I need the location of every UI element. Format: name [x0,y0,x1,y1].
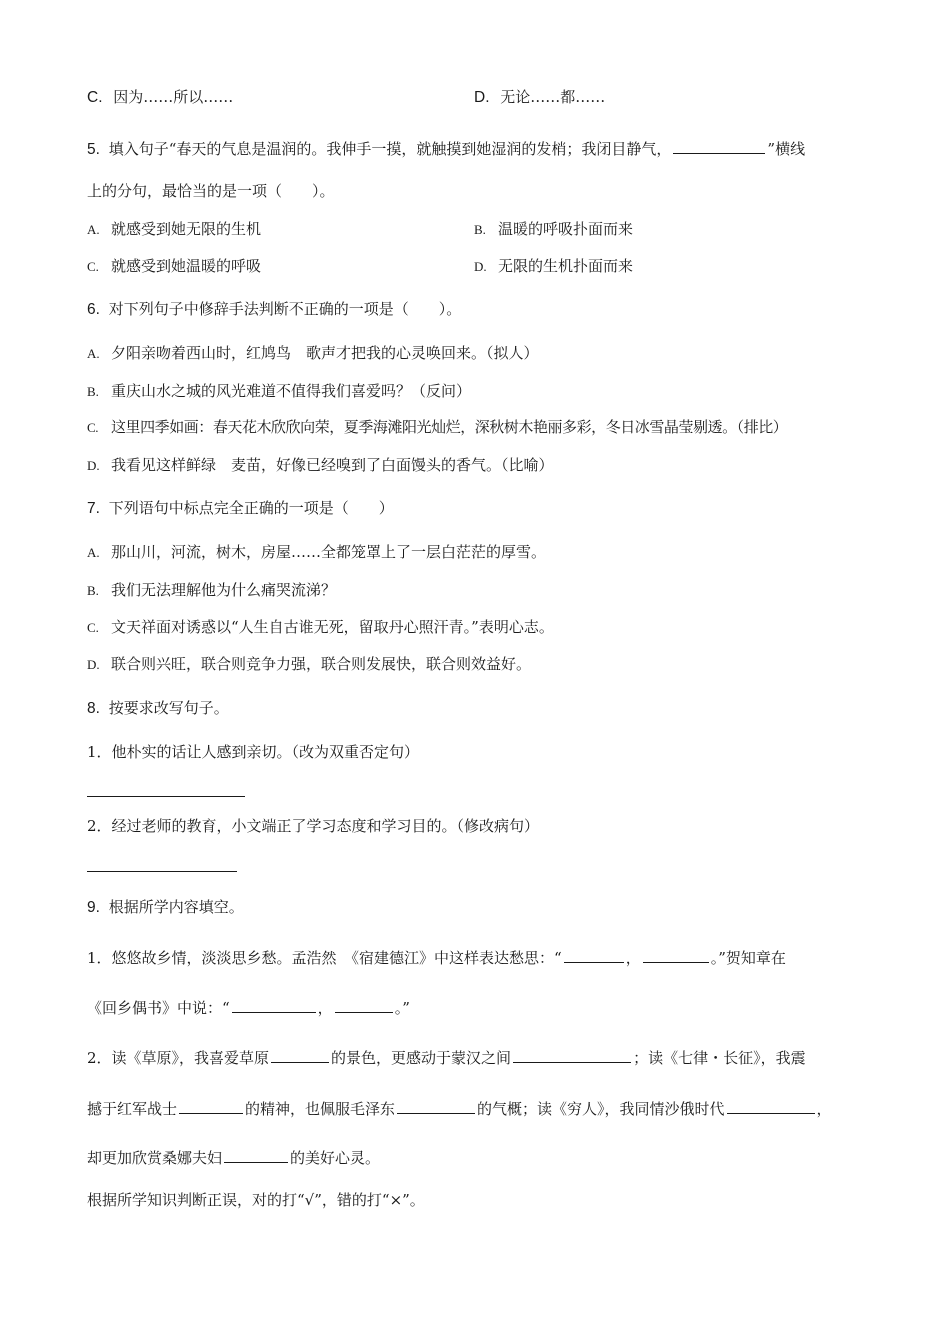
q9-item-2-line1 [87,1046,806,1068]
text: 的美好心灵。 [290,1149,381,1167]
q9-stem [87,897,244,918]
q5-stem-line2: 上的分句，最恰当的是一项（ ）。 [87,182,335,200]
option-text: 无论……都…… [500,88,606,106]
q5-option-c[interactable] [87,256,261,277]
judge-instruction: 根据所学知识判断正误，对的打“√”，错的打“×”。 [87,1191,425,1209]
fill-blank[interactable] [564,946,624,963]
q4-option-c[interactable] [87,87,233,108]
option-text: 文天祥面对诱惑以“人生自古谁无死，留取丹心照汗青。”表明心志。 [111,618,554,636]
q5-option-a[interactable] [87,219,261,240]
option-text: 我们无法理解他为什么痛哭流涕？ [111,581,337,599]
text: ， [625,949,641,967]
option-letter: A. [87,346,100,361]
option-text: 温暖的呼吸扑面而来 [498,220,634,238]
q5-stem-line1 [87,137,805,160]
option-letter: D. [474,259,487,274]
fill-blank[interactable] [271,1046,329,1063]
option-text: 联合则兴旺，联合则竞争力强，联合则发展快，联合则效益好。 [111,655,532,673]
q7-stem [87,498,394,519]
option-text: 无限的生机扑面而来 [498,257,634,275]
q5-option-b[interactable] [474,219,633,240]
answer-line[interactable] [87,796,245,797]
q6-option-a[interactable] [87,343,539,364]
option-text: 因为……所以…… [113,88,234,106]
question-number: 9. [87,899,100,916]
option-letter: B. [474,222,486,237]
fill-blank[interactable] [643,946,709,963]
text: ， [317,999,333,1017]
option-letter: C. [87,420,99,435]
fill-blank[interactable] [179,1097,243,1114]
option-text: 我看见这样鲜绿 麦苗，好像已经嗅到了白面馒头的香气。（比喻） [111,456,554,474]
option-letter: D. [87,458,100,473]
option-letter: A. [87,222,100,237]
text: 的景色，更感动于蒙汉之间 [331,1049,512,1067]
fill-blank[interactable] [397,1097,475,1114]
option-text: 就感受到她温暖的呼吸 [111,257,262,275]
q6-stem [87,299,461,320]
option-letter: C. [87,89,103,106]
option-letter: D. [474,89,490,106]
option-letter: C. [87,259,99,274]
text: 的气概；读《穷人》，我同情沙俄时代 [477,1100,725,1118]
question-stem: 填入句子“春天的气息是温润的。我伸手一摸，就触摸到她湿润的发梢；我闭目静气， [108,140,672,158]
q9-item-2-line3 [87,1146,380,1168]
fill-blank[interactable] [673,137,765,154]
question-number: 7. [87,500,100,517]
text: 撼于红军战士 [87,1100,178,1118]
fill-blank[interactable] [727,1097,815,1114]
q6-option-b[interactable] [87,381,471,402]
option-letter: A. [87,545,100,560]
fill-blank[interactable] [335,996,393,1013]
question-stem-end: ”横线 [767,140,806,158]
option-text: 这里四季如画：春天花木欣欣向荣，夏季海滩阳光灿烂，深秋树木艳丽多彩，冬日冰雪晶莹剔透。（排比） [111,418,788,436]
fill-blank[interactable] [224,1146,288,1163]
question-stem: 下列语句中标点完全正确的一项是（ ） [108,499,394,517]
q9-item-2-line2 [87,1097,832,1119]
q9-item-1-line1 [87,946,786,968]
q7-option-d[interactable] [87,654,531,675]
q7-option-a[interactable] [87,542,546,563]
text: ；读《七律・长征》，我震 [633,1049,806,1067]
q6-option-c[interactable] [87,417,787,438]
q8-item-2: 2．经过老师的教育，小文端正了学习态度和学习目的。（修改病句） [87,817,540,835]
text: 2．读《草原》，我喜爱草原 [87,1049,270,1067]
answer-line[interactable] [87,871,237,872]
question-number: 6. [87,301,100,318]
text: ， [816,1100,832,1118]
text: 。”贺知章在 [710,949,786,967]
q7-option-c[interactable] [87,617,554,638]
text: 《回乡偶书》中说：“ [87,999,230,1017]
q4-option-d[interactable] [474,87,605,108]
text: 却更加欣赏桑娜夫妇 [87,1149,223,1167]
question-number: 8. [87,700,100,717]
option-text: 就感受到她无限的生机 [111,220,262,238]
question-stem: 对下列句子中修辞手法判断不正确的一项是（ ）。 [108,300,462,318]
text: 的精神，也佩服毛泽东 [245,1100,396,1118]
q6-option-d[interactable] [87,455,554,476]
q8-stem [87,698,229,719]
question-stem: 根据所学内容填空。 [108,898,244,916]
option-text: 那山川，河流，树木，房屋……全都笼罩上了一层白茫茫的厚雪。 [111,543,547,561]
option-letter: B. [87,384,99,399]
q7-option-b[interactable] [87,580,336,601]
option-letter: D. [87,657,100,672]
q5-option-d[interactable] [474,256,633,277]
option-letter: B. [87,583,99,598]
text: 。” [394,999,410,1017]
q9-item-1-line2 [87,996,410,1018]
fill-blank[interactable] [232,996,316,1013]
option-text: 重庆山水之城的风光难道不值得我们喜爱吗？（反问） [111,382,472,400]
question-stem: 按要求改写句子。 [108,699,229,717]
fill-blank[interactable] [513,1046,631,1063]
option-text: 夕阳亲吻着西山时，红鸠鸟 歌声才把我的心灵唤回来。（拟人） [111,344,539,362]
text: 1．悠悠故乡情，淡淡思乡愁。孟浩然 《宿建德江》中这样表达愁思：“ [87,949,562,967]
question-number: 5. [87,141,100,158]
q8-item-1: 1．他朴实的话让人感到亲切。（改为双重否定句） [87,743,420,761]
option-letter: C. [87,620,99,635]
